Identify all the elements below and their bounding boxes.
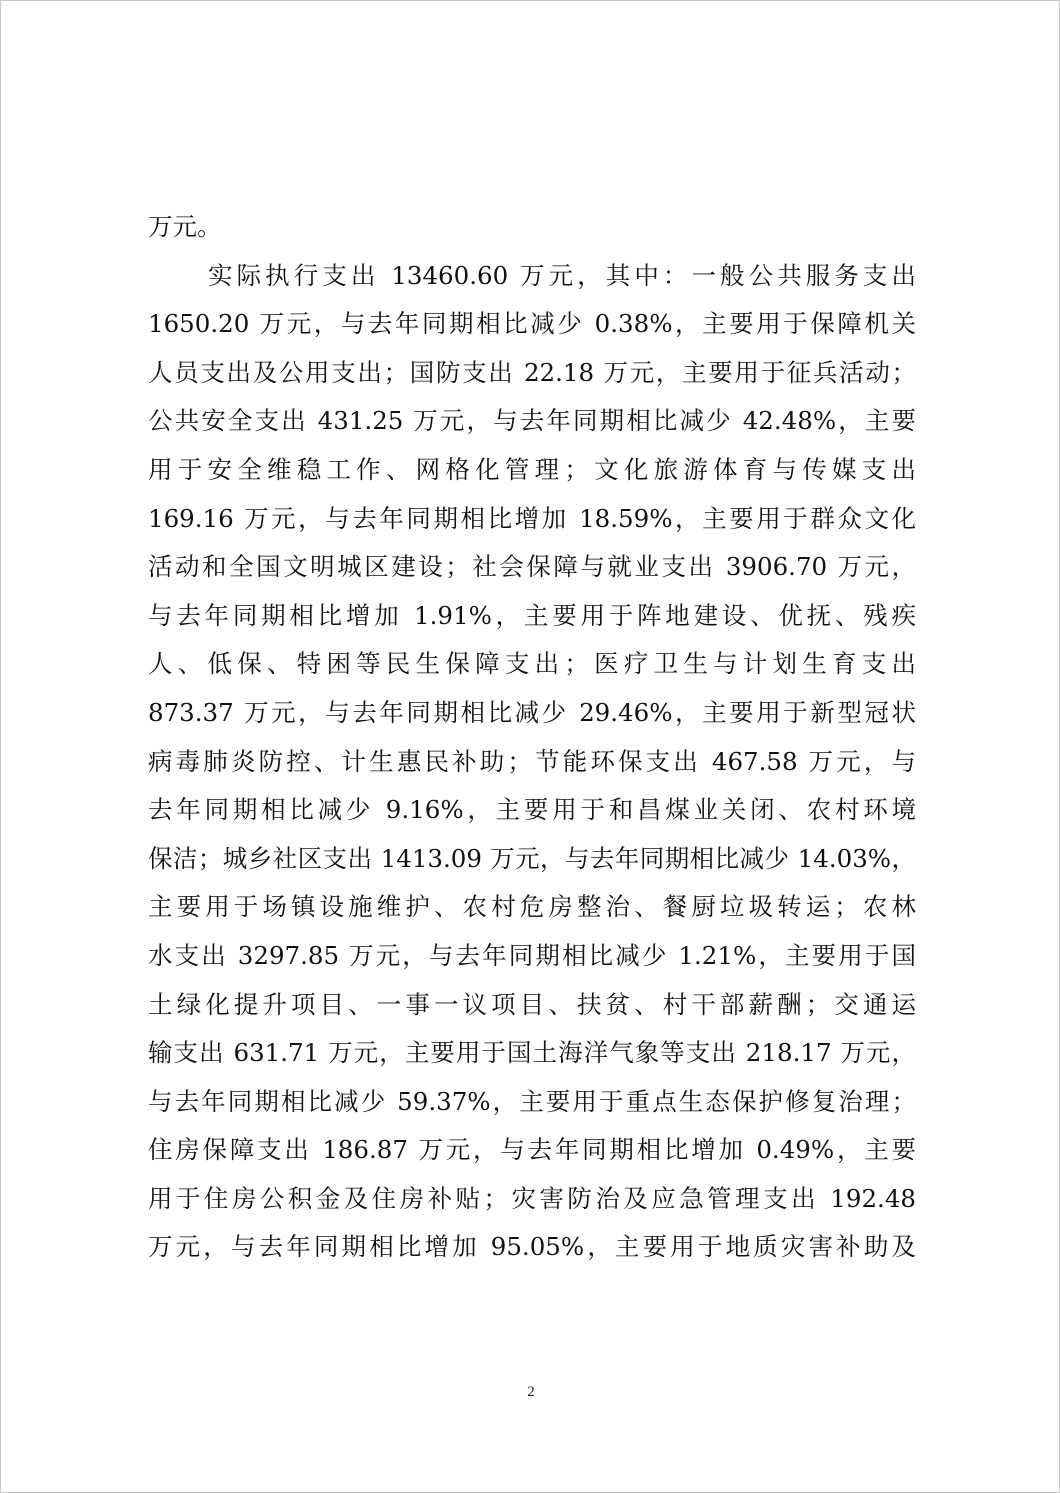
page-number: 2 bbox=[527, 1384, 535, 1400]
text-line: 土绿化提升项目、一事一议项目、扶贫、村干部薪酬；交通运 bbox=[148, 989, 916, 1019]
text-line: 水支出 3297.85 万元，与去年同期相比减少 1.21%，主要用于国 bbox=[148, 940, 916, 970]
text-line: 人、低保、特困等民生保障支出；医疗卫生与计划生育支出 bbox=[148, 649, 916, 679]
text-line: 人员支出及公用支出；国防支出 22.18 万元，主要用于征兵活动； bbox=[148, 357, 916, 387]
text-line: 病毒肺炎防控、计生惠民补助；节能环保支出 467.58 万元，与 bbox=[148, 746, 916, 776]
text-line: 公共安全支出 431.25 万元，与去年同期相比减少 42.48%，主要 bbox=[148, 406, 916, 436]
text-line: 1650.20 万元，与去年同期相比减少 0.38%，主要用于保障机关 bbox=[148, 309, 916, 339]
text-line: 保洁；城乡社区支出 1413.09 万元，与去年同期相比减少 14.03%， bbox=[148, 843, 916, 873]
text-line: 万元。 bbox=[148, 212, 222, 241]
text-line: 873.37 万元，与去年同期相比减少 29.46%，主要用于新型冠状 bbox=[148, 697, 916, 727]
text-line: 用于住房公积金及住房补贴；灾害防治及应急管理支出 192.48 bbox=[148, 1183, 916, 1213]
text-line: 实际执行支出 13460.60 万元，其中：一般公共服务支出 bbox=[208, 260, 916, 290]
text-line: 169.16 万元，与去年同期相比增加 18.59%，主要用于群众文化 bbox=[148, 503, 916, 533]
text-line: 输支出 631.71 万元，主要用于国土海洋气象等支出 218.17 万元， bbox=[148, 1038, 916, 1068]
text-line: 活动和全国文明城区建设；社会保障与就业支出 3906.70 万元， bbox=[148, 552, 916, 582]
text-line: 住房保障支出 186.87 万元，与去年同期相比增加 0.49%，主要 bbox=[148, 1135, 916, 1165]
body-text bbox=[148, 203, 916, 1272]
text-line: 主要用于场镇设施维护、农村危房整治、餐厨垃圾转运；农林 bbox=[148, 892, 916, 922]
text-line: 与去年同期相比减少 59.37%，主要用于重点生态保护修复治理； bbox=[148, 1086, 916, 1116]
text-line: 万元，与去年同期相比增加 95.05%，主要用于地质灾害补助及 bbox=[148, 1232, 916, 1262]
text-line: 去年同期相比减少 9.16%，主要用于和昌煤业关闭、农村环境 bbox=[148, 795, 916, 825]
text-line: 用于安全维稳工作、网格化管理；文化旅游体育与传媒支出 bbox=[148, 454, 916, 484]
text-line: 与去年同期相比增加 1.91%，主要用于阵地建设、优抚、残疾 bbox=[148, 600, 916, 630]
